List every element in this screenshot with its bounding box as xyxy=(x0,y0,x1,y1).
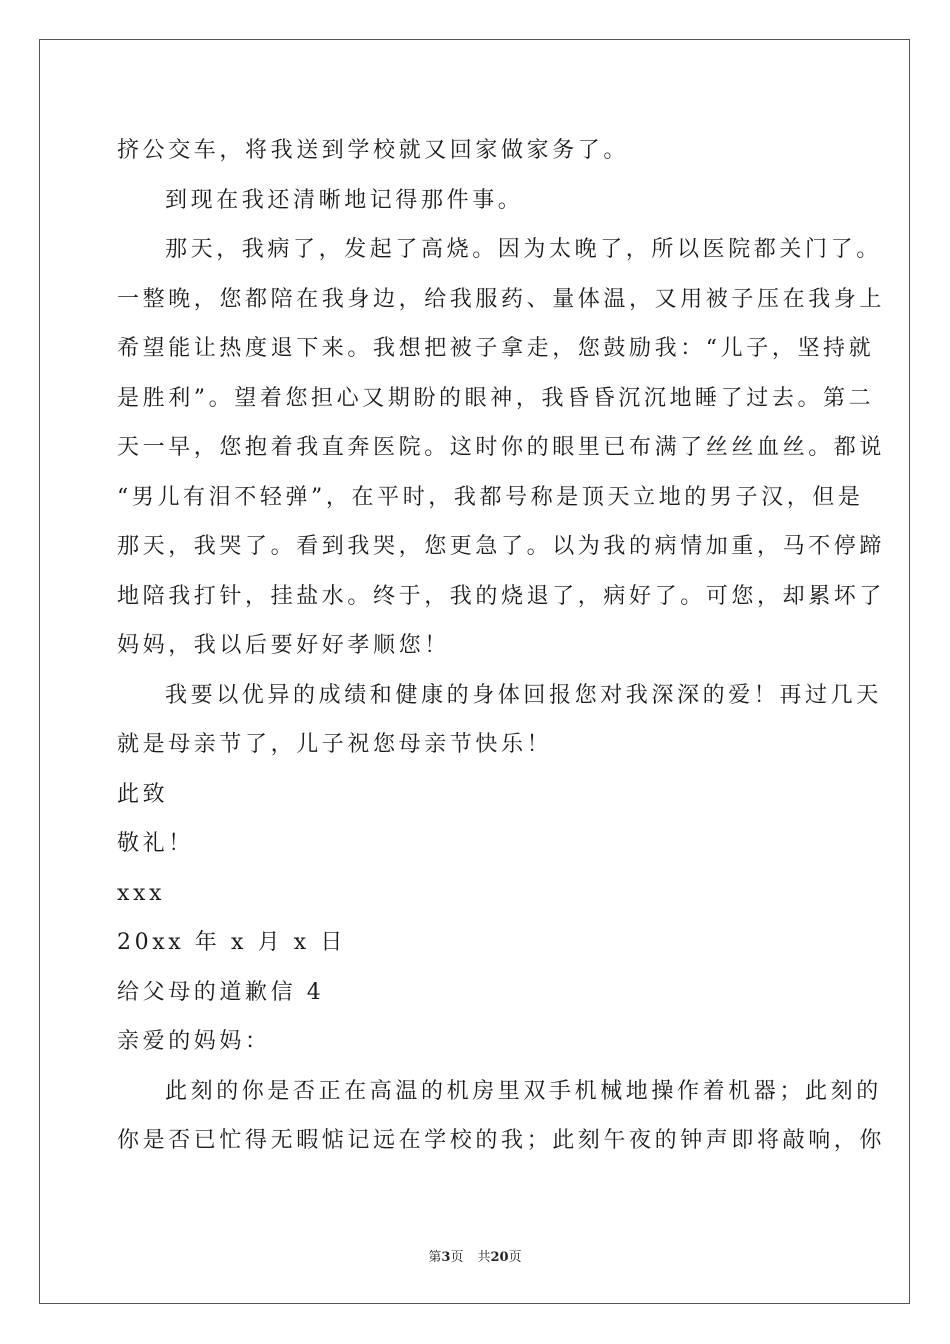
document-body xyxy=(117,126,886,1166)
letter-date: 20xx 年 x 月 x 日 xyxy=(117,930,346,955)
text-line: 就是母亲节了，儿子祝您母亲节快乐！ xyxy=(117,732,553,757)
page-number: 3 xyxy=(441,1250,451,1265)
closing-respect: 敬礼！ xyxy=(117,831,194,856)
text-line: “男儿有泪不轻弹”，在平时，我都号称是顶天立地的男子汉，但是 xyxy=(117,484,864,510)
page-label-suffix: 页 xyxy=(450,1250,464,1265)
text-line: 此刻的你是否正在高温的机房里双手机械地操作着机器；此刻的 xyxy=(165,1078,882,1104)
text-line: 那天，我哭了。看到我哭，您更急了。以为我的病情加重，马不停蹄 xyxy=(117,534,886,559)
section-heading: 给父母的道歉信 4 xyxy=(117,979,325,1005)
text-line: 你是否已忙得无暇惦记远在学校的我；此刻午夜的钟声即将敲响，你 xyxy=(117,1128,886,1153)
text-line: 地陪我打针，挂盐水。终于，我的烧退了，病好了。可您，却累坏了 xyxy=(117,583,886,609)
text-line: 我要以优异的成绩和健康的身体回报您对我深深的爱！再过几天 xyxy=(165,682,882,708)
text-line: 天一早，您抱着我直奔医院。这时你的眼里已布满了丝丝血丝。都说 xyxy=(117,435,886,460)
text-line: 一整晚，您都陪在我身边，给我服药、量体温，又用被子压在我身上 xyxy=(117,286,886,312)
total-label-suffix: 页 xyxy=(508,1250,522,1265)
page-label-prefix: 第 xyxy=(428,1250,442,1265)
signature: xxx xyxy=(117,880,166,906)
text-line: 是胜利”。望着您担心又期盼的眼神，我昏昏沉沉地睡了过去。第二 xyxy=(117,385,875,411)
closing-salutation: 此致 xyxy=(117,781,169,807)
letter-greeting: 亲爱的妈妈： xyxy=(117,1029,271,1054)
text-line: 那天，我病了，发起了高烧。因为太晚了，所以医院都关门了。 xyxy=(165,237,882,262)
page-footer xyxy=(0,1246,950,1265)
text-line: 妈妈，我以后要好好孝顺您！ xyxy=(117,633,450,658)
total-label-prefix: 共 xyxy=(477,1250,491,1265)
total-pages: 20 xyxy=(490,1250,509,1265)
text-line: 希望能让热度退下来。我想把被子拿走，您鼓励我：“儿子，坚持就 xyxy=(117,336,875,361)
text-line: 挤公交车，将我送到学校就又回家做家务了。 xyxy=(117,138,630,163)
text-line: 到现在我还清晰地记得那件事。 xyxy=(165,187,524,213)
